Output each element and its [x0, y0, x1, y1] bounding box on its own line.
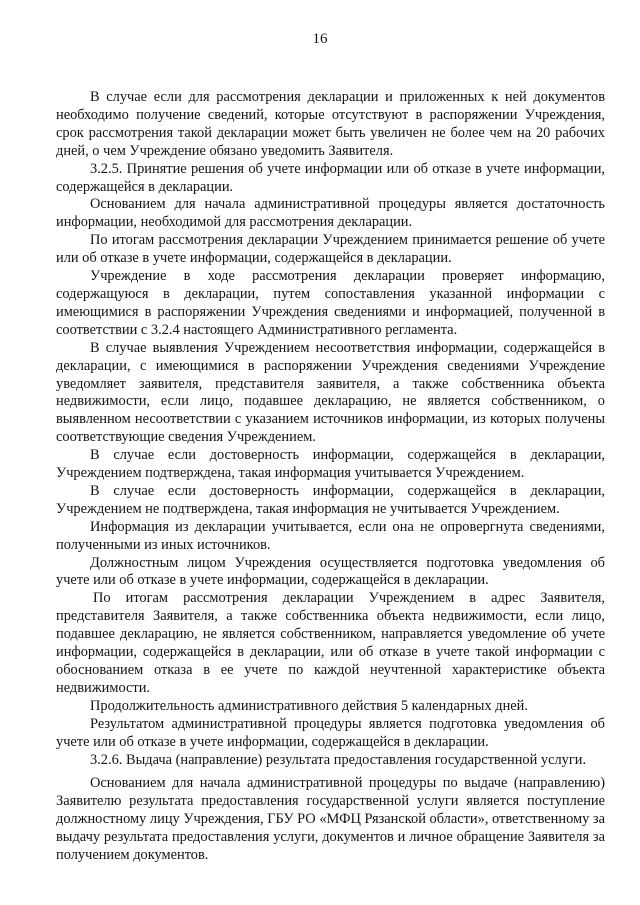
paragraph-procedure-result: Результатом административной процедуры является подготовка уведомления об учете или об отказе в учете информации, содержащейся в декларации. [56, 715, 605, 750]
paragraph-information-check: Учреждение в ходе рассмотрения декларации проверяет информацию, содержащуюся в декларации, путем сопоставления указанной информации с имеющимися в распоряжении Учреждения сведениями и информацией, полученной в соответствии с 3.2.4 настоящего Административного регламента. [56, 268, 605, 338]
document-body [56, 89, 605, 865]
paragraph-result-issuance-basis: Основанием для начала административной процедуры по выдаче (направлению) Заявителю результата предоставления государственной услуги является поступление должностному лицу Учреждения, ГБУ РО «МФЦ Рязанской области», ответственному за выдачу результата предоставления услуги, документов и личное обращение Заявителя за получением документов. [56, 775, 605, 864]
paragraph-unconfirmed-information: В случае если достоверность информации, содержащейся в декларации, Учреждением не подтверждена, такая информация не учитывается Учреждением. [56, 482, 605, 517]
paragraph-procedure-basis: Основанием для начала административной процедуры является достаточность информации, необходимой для рассмотрения декларации. [56, 196, 605, 231]
paragraph-declaration-review-extension: В случае если для рассмотрения декларации и приложенных к ней документов необходимо получение сведений, которые отсутствуют в распоряжении Учреждения, срок рассмотрения такой декларации может быть увеличен не более чем на 20 рабочих дней, о чем Учреждение обязано уведомить Заявителя. [56, 89, 605, 159]
section-heading-3-2-5: 3.2.5. Принятие решения об учете информации или об отказе в учете информации, содержащейся в декларации. [56, 160, 605, 195]
page-number: 16 [312, 31, 328, 47]
paragraph-decision-result: По итогам рассмотрения декларации Учреждением принимается решение об учете или об отказе в учете информации, содержащейся в декларации. [56, 232, 605, 267]
paragraph-information-accounting: Информация из декларации учитывается, если она не опровергнута сведениями, полученными из иных источников. [56, 518, 605, 553]
paragraph-duration: Продолжительность административного действия 5 календарных дней. [90, 697, 528, 714]
paragraph-notice-sending: По итогам рассмотрения декларации Учреждением в адрес Заявителя, представителя Заявителя, а также собственника объекта недвижимости, если лицо, подавшее декларацию, не является собственником, направляется уведомление об учете информации, содержащейся в декларации, или об отказе в учете такой информации с обоснованием отказа в ее учете по каждой неучтенной характеристике объекта недвижимости. [56, 590, 605, 696]
paragraph-notice-preparation: Должностным лицом Учреждения осуществляется подготовка уведомления об учете или об отказе в учете информации, содержащейся в декларации. [56, 554, 605, 589]
section-heading-3-2-6: 3.2.6. Выдача (направление) результата предоставления государственной услуги. [90, 751, 587, 768]
paragraph-mismatch-notice: В случае выявления Учреждением несоответствия информации, содержащейся в декларации, с имеющимися в распоряжении Учреждения сведениями Учреждение уведомляет заявителя, представителя заявителя, а также собственника объекта недвижимости, если лицо, подавшее декларацию, не является собственником, о выявленном несоответствии с указанием источников информации, из которых получены соответствующие сведения Учреждением. [56, 339, 605, 446]
paragraph-confirmed-information: В случае если достоверность информации, содержащейся в декларации, Учреждением подтверждена, такая информация учитывается Учреждением. [56, 447, 605, 482]
